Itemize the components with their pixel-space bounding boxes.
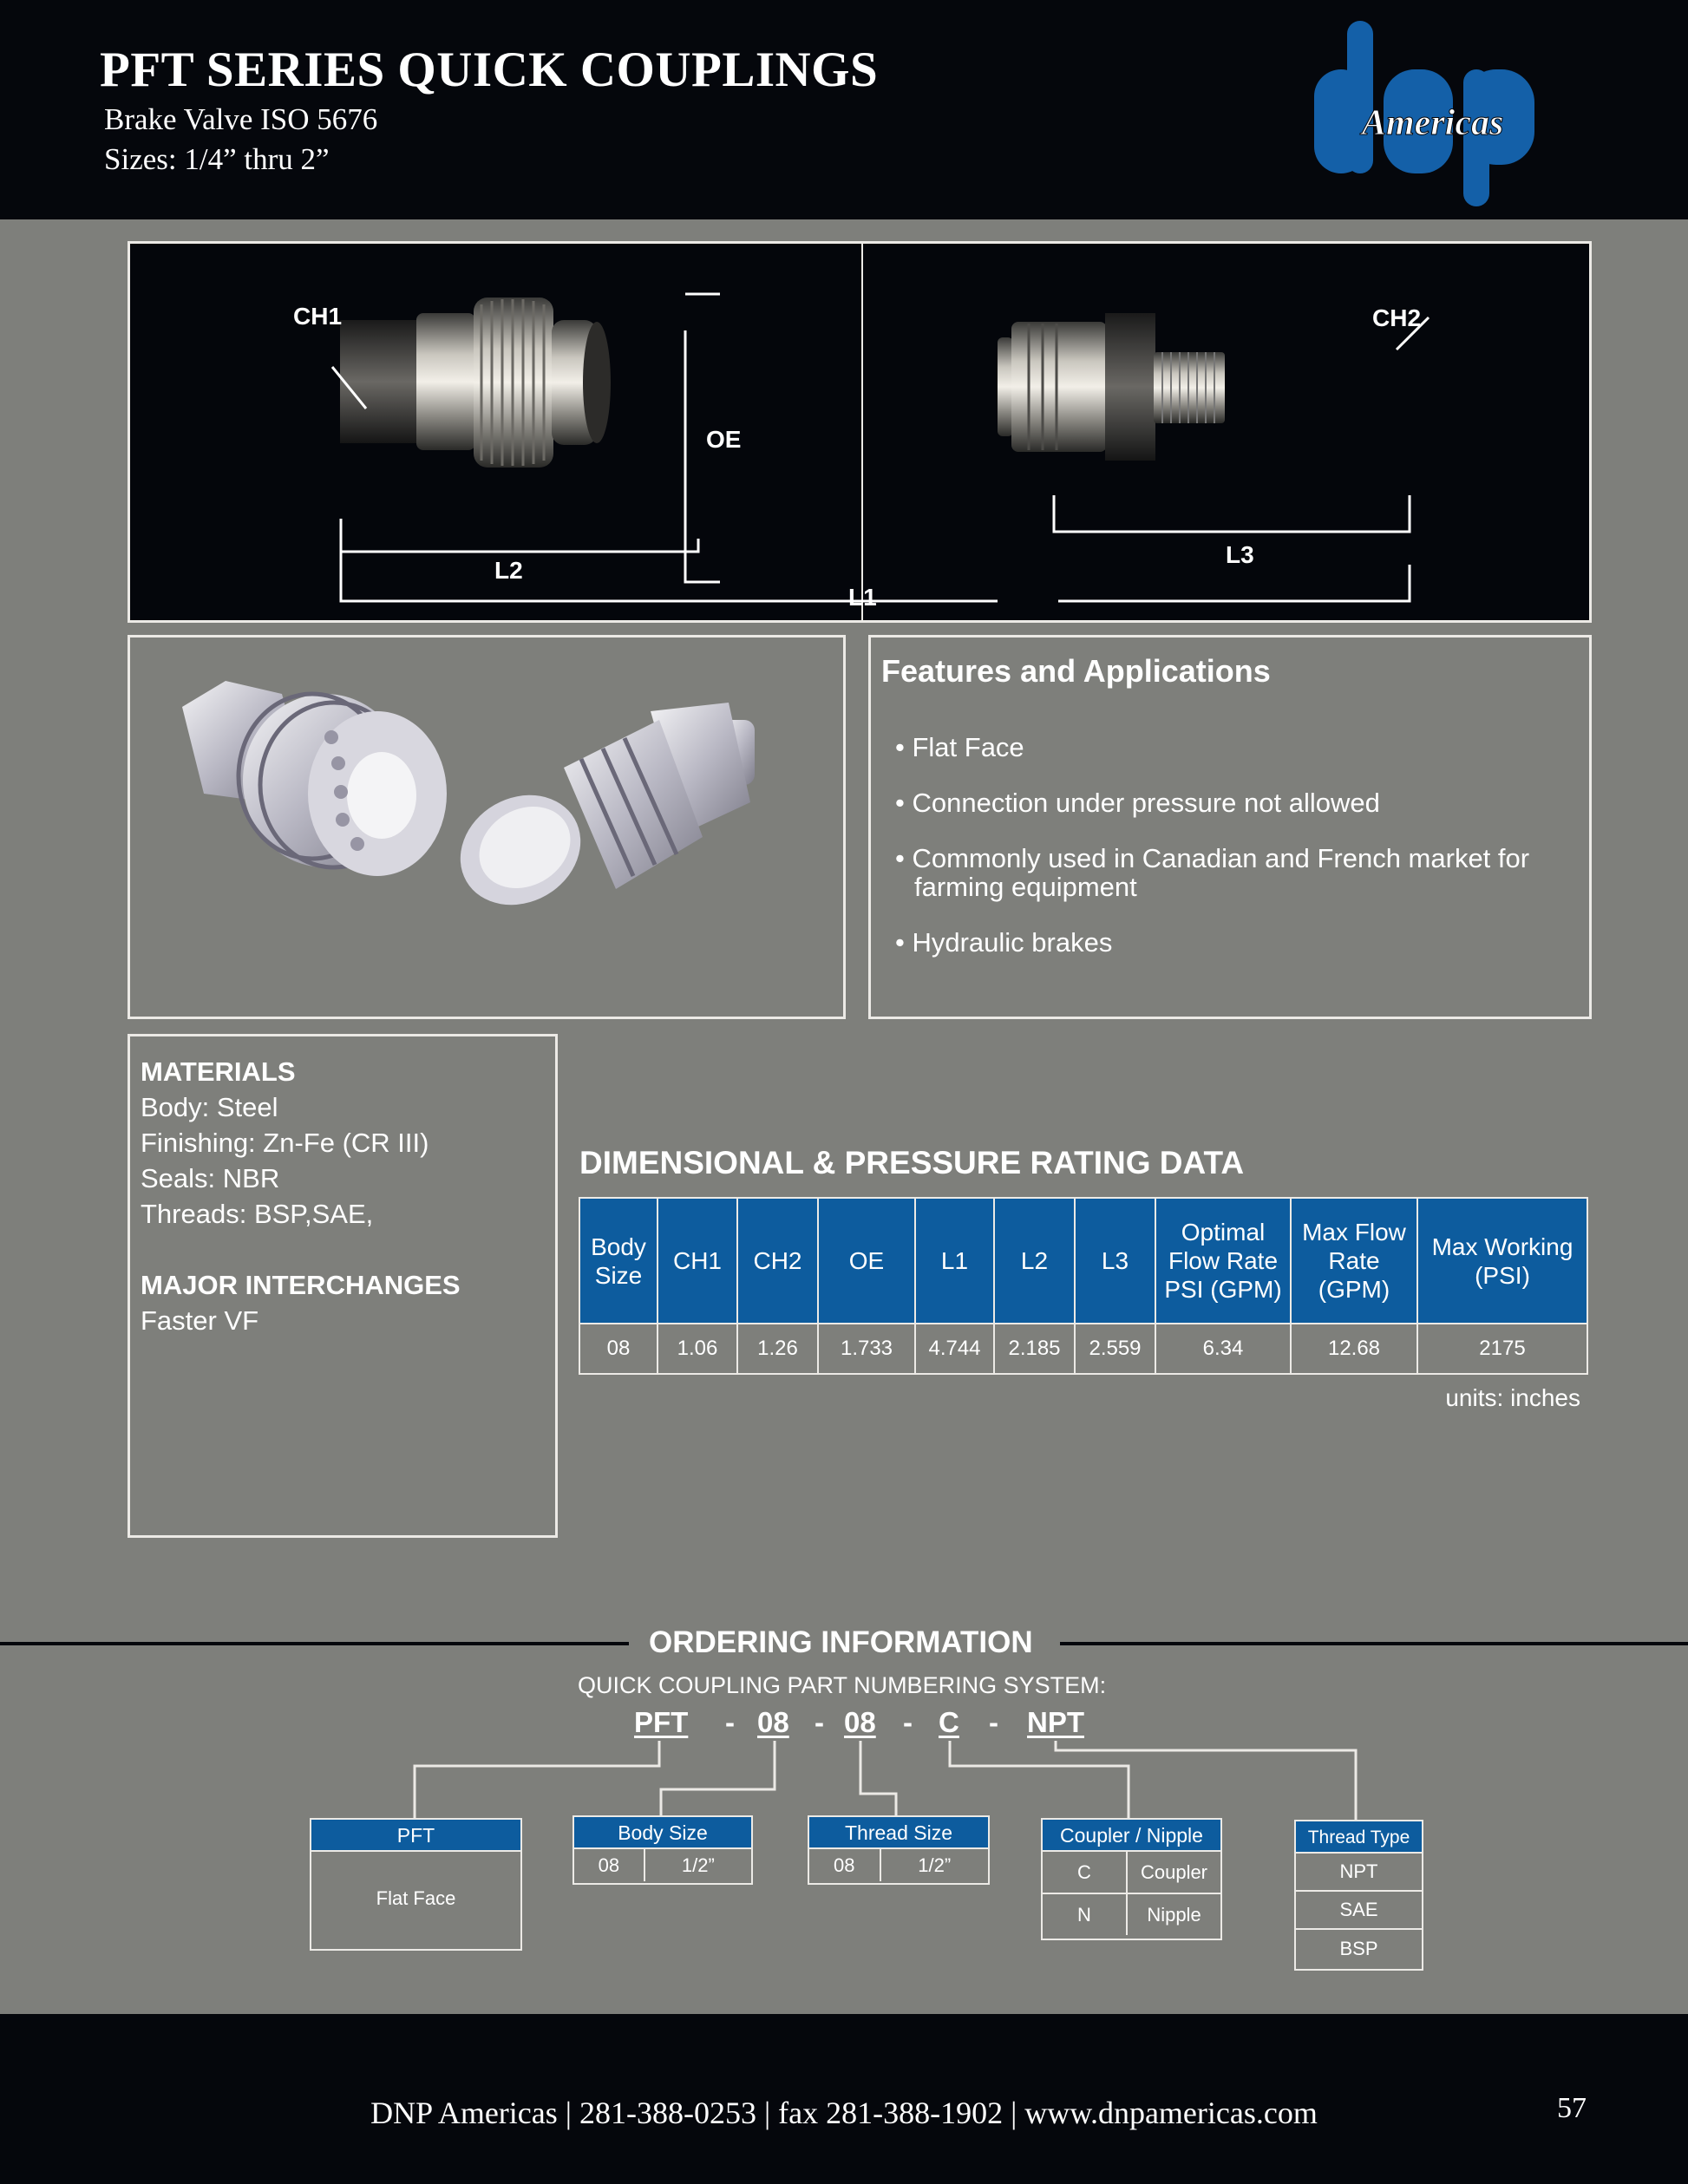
table-cell: 12.68 bbox=[1291, 1324, 1417, 1374]
option-box-series bbox=[310, 1818, 522, 1951]
page-footer bbox=[0, 2014, 1688, 2184]
table-row bbox=[579, 1324, 1587, 1374]
feature-item: • Connection under pressure not allowed bbox=[895, 788, 1380, 818]
column-header: Max Flow Rate (GPM) bbox=[1291, 1198, 1417, 1324]
label-l1: L1 bbox=[848, 584, 877, 611]
option-value: Flat Face bbox=[376, 1887, 456, 1909]
option-value: SAE bbox=[1296, 1891, 1422, 1929]
option-box-thread-size bbox=[808, 1815, 990, 1885]
table-cell: 4.744 bbox=[915, 1324, 994, 1374]
column-header: Max Working (PSI) bbox=[1417, 1198, 1587, 1324]
section-rule-right bbox=[1060, 1642, 1688, 1645]
features-title: Features and Applications bbox=[881, 653, 1271, 689]
nipple-drawing bbox=[998, 313, 1225, 461]
option-box-body-size bbox=[572, 1815, 753, 1885]
option-box-title: Thread Type bbox=[1296, 1821, 1422, 1854]
interchanges-value: Faster VF bbox=[141, 1305, 259, 1336]
materials-panel bbox=[128, 1034, 558, 1538]
option-code: 08 bbox=[834, 1854, 855, 1876]
option-code: 08 bbox=[598, 1854, 620, 1876]
nipple-photo bbox=[441, 703, 755, 926]
table-title: DIMENSIONAL & PRESSURE RATING DATA bbox=[579, 1145, 1245, 1180]
dimension-diagram bbox=[128, 241, 1592, 623]
materials-line: Finishing: Zn-Fe (CR III) bbox=[141, 1128, 429, 1158]
materials-line: Threads: BSP,SAE, bbox=[141, 1199, 374, 1229]
table-cell: 2.185 bbox=[994, 1324, 1075, 1374]
footer-contact: DNP Americas | 281-388-0253 | fax 281-388-1902 | www.dnpamericas.com bbox=[370, 2096, 1318, 2130]
label-l2: L2 bbox=[494, 557, 523, 584]
label-l3: L3 bbox=[1226, 541, 1254, 568]
section-rule-left bbox=[0, 1642, 629, 1645]
option-value: Coupler bbox=[1127, 1852, 1220, 1893]
label-ch1: CH1 bbox=[293, 303, 343, 330]
option-box-coupler-nipple bbox=[1041, 1818, 1222, 1940]
product-photo bbox=[130, 638, 843, 1017]
column-header: Optimal Flow Rate PSI (GPM) bbox=[1155, 1198, 1291, 1324]
logo-wordmark: Americas bbox=[1362, 103, 1504, 143]
ordering-subtitle: QUICK COUPLING PART NUMBERING SYSTEM: bbox=[578, 1672, 1107, 1698]
option-box-title: PFT bbox=[311, 1820, 520, 1852]
part-code-thread-type: NPT bbox=[1027, 1706, 1084, 1738]
table-cell: 1.06 bbox=[658, 1324, 737, 1374]
part-separator: - bbox=[815, 1706, 824, 1738]
ordering-title: ORDERING INFORMATION bbox=[649, 1625, 1033, 1659]
table-cell: 2.559 bbox=[1075, 1324, 1155, 1374]
part-code-series: PFT bbox=[634, 1706, 689, 1738]
option-value: BSP bbox=[1296, 1929, 1422, 1967]
page-title: PFT SERIES QUICK COUPLINGS bbox=[100, 43, 879, 97]
interchanges-heading: MAJOR INTERCHANGES bbox=[141, 1270, 461, 1300]
page-number: 57 bbox=[1557, 2092, 1587, 2124]
table-header-row bbox=[579, 1198, 1587, 1324]
materials-heading: MATERIALS bbox=[141, 1056, 296, 1087]
option-value: 1/2” bbox=[880, 1849, 989, 1881]
units-note: units: inches bbox=[1445, 1384, 1580, 1411]
part-code-body-size: 08 bbox=[757, 1706, 789, 1738]
column-header: L2 bbox=[994, 1198, 1075, 1324]
column-header: Body Size bbox=[579, 1198, 658, 1324]
dimension-data-table bbox=[579, 1197, 1588, 1375]
part-separator: - bbox=[725, 1706, 735, 1738]
option-code: C bbox=[1077, 1860, 1091, 1883]
feature-item: • Hydraulic brakes bbox=[895, 927, 1113, 958]
part-code-coupler-nipple: C bbox=[939, 1706, 959, 1738]
features-panel bbox=[868, 635, 1592, 1019]
part-code-thread-size: 08 bbox=[844, 1706, 876, 1738]
table-cell: 1.26 bbox=[737, 1324, 818, 1374]
page-header bbox=[0, 0, 1688, 219]
option-box-thread-type bbox=[1294, 1820, 1423, 1971]
label-ch2: CH2 bbox=[1372, 304, 1422, 331]
coupler-photo bbox=[182, 681, 447, 876]
materials-line: Body: Steel bbox=[141, 1092, 278, 1122]
column-header: L1 bbox=[915, 1198, 994, 1324]
option-value: Nipple bbox=[1127, 1893, 1220, 1935]
column-header: OE bbox=[818, 1198, 915, 1324]
option-box-title: Body Size bbox=[574, 1817, 751, 1849]
materials-line: Seals: NBR bbox=[141, 1163, 280, 1193]
page-subtitle-standard: Brake Valve ISO 5676 bbox=[104, 102, 378, 136]
column-header: CH2 bbox=[737, 1198, 818, 1324]
feature-item: • Commonly used in Canadian and French market for farming equipment bbox=[895, 843, 1530, 902]
dnp-americas-logo bbox=[1314, 17, 1566, 208]
part-separator: - bbox=[989, 1706, 998, 1738]
column-header: CH1 bbox=[658, 1198, 737, 1324]
page-subtitle-sizes: Sizes: 1/4” thru 2” bbox=[104, 142, 330, 176]
table-cell: 08 bbox=[579, 1324, 658, 1374]
option-box-title: Thread Size bbox=[809, 1817, 988, 1849]
table-cell: 2175 bbox=[1417, 1324, 1587, 1374]
option-code: N bbox=[1043, 1893, 1127, 1935]
column-header: L3 bbox=[1075, 1198, 1155, 1324]
coupling-drawings bbox=[130, 244, 1589, 620]
part-separator: - bbox=[903, 1706, 913, 1738]
feature-item: • Flat Face bbox=[895, 732, 1024, 762]
option-value: 1/2” bbox=[644, 1849, 751, 1881]
table-cell: 6.34 bbox=[1155, 1324, 1291, 1374]
option-box-title: Coupler / Nipple bbox=[1043, 1820, 1220, 1852]
features-list bbox=[895, 733, 1572, 984]
label-oe: OE bbox=[706, 426, 742, 453]
option-value: NPT bbox=[1339, 1860, 1378, 1882]
product-photo-panel bbox=[128, 635, 846, 1019]
coupler-drawing bbox=[340, 298, 611, 468]
table-cell: 1.733 bbox=[818, 1324, 915, 1374]
